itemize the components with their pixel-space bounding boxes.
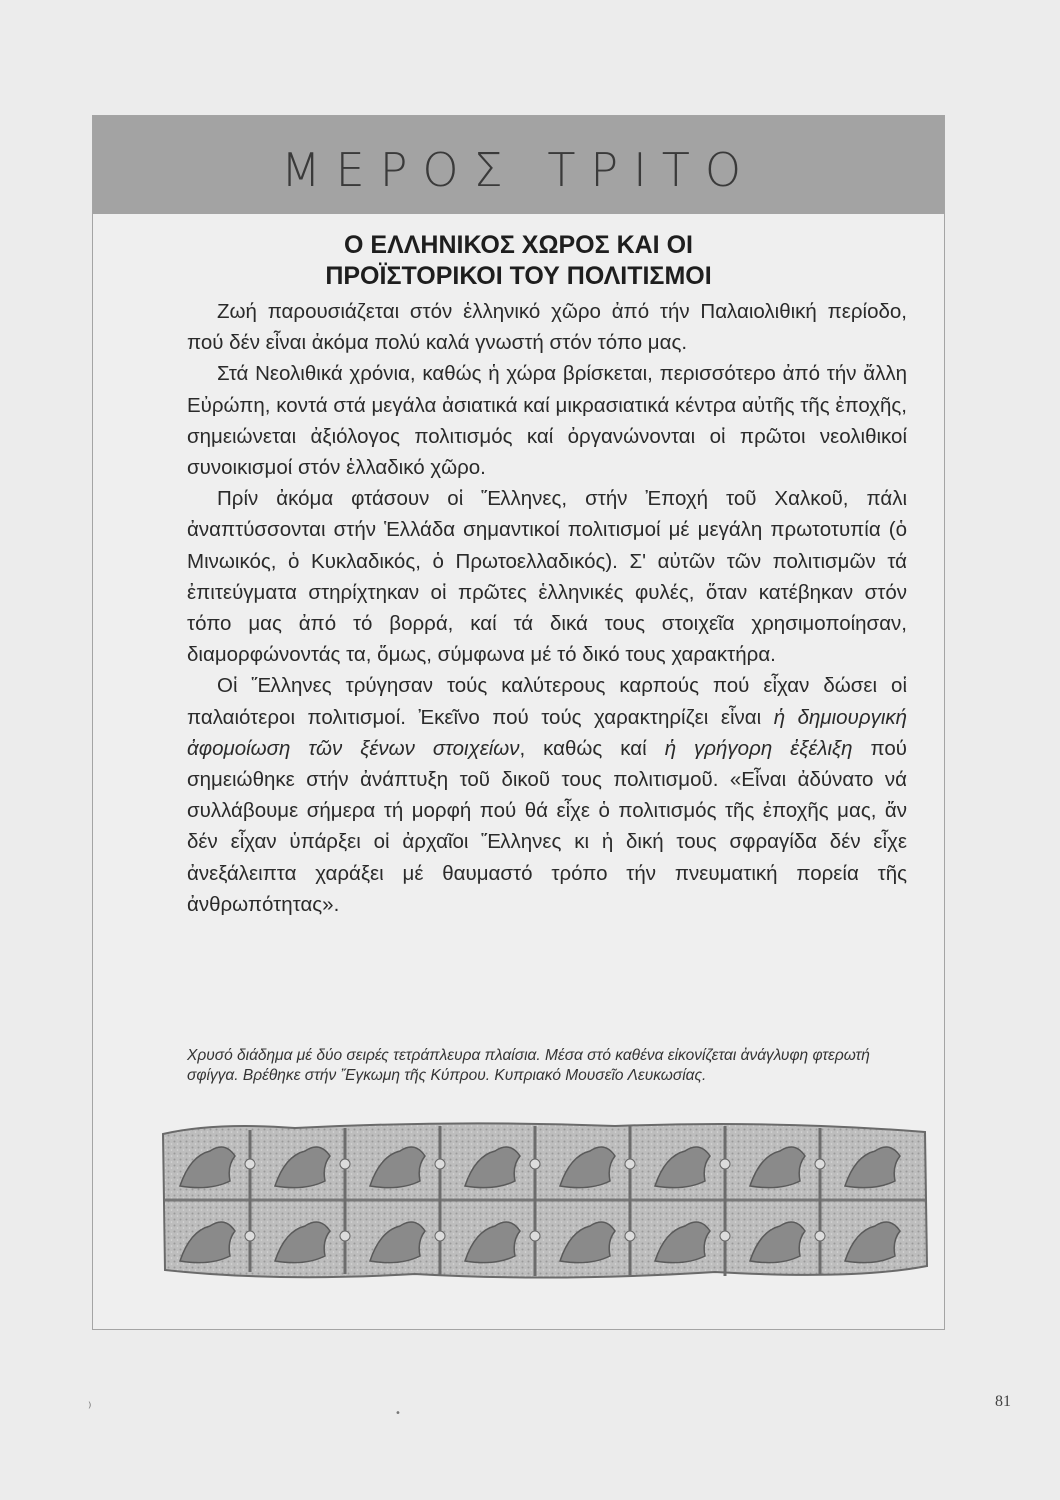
paragraph-3: Πρίν ἀκόμα φτάσουν οἱ Ἕλληνες, στήν Ἐποχή τοῦ Χαλκοῦ, πάλι ἀναπτύσσονται στήν Ἑλλάδα σημαντικοί πολιτισμοί μέ μεγάλη πρωτοτυπία (ὁ Μινωικός, ὁ Κυκλαδικός, ὁ Πρωτοελλαδικός). Σ' αὐτῶν τῶν πολιτισμῶν τά ἐπιτεύγματα στηρίχτηκαν οἱ πρῶτες ἑλληνικές φυλές, ὅταν κατέβηκαν στόν τόπο μας ἀπό τό βορρά, καί τά δικά τους στοιχεῖα χρησιμοποίησαν, διαμορφώνοντάς τα, ὅμως, σύμφωνα μέ τό δικό τους χαρακτήρα. — [187, 487, 907, 667]
paragraph-4-emphasis-1: ἡ δημιουργική ἀφομοίωση τῶν ξένων στοιχείων — [187, 705, 908, 760]
part-title: ΜΕΡΟΣ ΤΡΙΤΟ — [280, 143, 757, 197]
part-banner — [93, 116, 944, 214]
page-number: 81 — [995, 1393, 1011, 1410]
body-text — [187, 296, 907, 920]
page-frame — [92, 115, 945, 1330]
paragraph-4-part-b: , καθώς καί — [519, 736, 665, 760]
scan-artifact-mark: ⁾ — [88, 1400, 92, 1416]
chapter-title — [93, 230, 944, 292]
gold-diadem-image — [155, 1116, 933, 1286]
paragraph-1: Ζωή παρουσιάζεται στόν ἑλληνικό χῶρο ἀπό τήν Παλαιολιθική περίοδο, πού δέν εἶναι ἀκόμα πολύ καλά γνωστή στόν τόπο μας. — [187, 300, 907, 355]
paragraph-4-part-a: Οἱ Ἕλληνες τρύγησαν τούς καλύτερους καρπούς πού εἶχαν δώσει οἱ παλαιότεροι πολιτισμοί. Ἐκεῖνο πού τούς χαρακτηρίζει εἶναι — [187, 674, 907, 729]
scan-artifact-dot: • — [395, 1408, 401, 1419]
chapter-title-line-2: ΠΡΟΪΣΤΟΡΙΚΟΙ ΤΟΥ ΠΟΛΙΤΙΣΜΟΙ — [325, 262, 712, 290]
figure-caption: Χρυσό διάδημα μέ δύο σειρές τετράπλευρα πλαίσια. Μέσα στό καθένα εἰκονίζεται ἀνάγλυφη φτερωτή σφίγγα. Βρέθηκε στήν Ἔγκωμη τῆς Κύπρου. Κυπριακό Μουσεῖο Λευκωσίας. — [187, 1047, 870, 1084]
paragraph-4-emphasis-2: ἡ γρήγορη ἐξέλιξη — [664, 736, 853, 760]
chapter-title-line-1: Ο ΕΛΛΗΝΙΚΟΣ ΧΩΡΟΣ ΚΑΙ ΟΙ — [344, 231, 693, 259]
paragraph-4 — [187, 670, 907, 920]
paragraph-4-part-c: πού σημειώθηκε στήν ἀνάπτυξη τοῦ δικοῦ τους πολιτισμοῦ. «Εἶναι ἀδύνατο νά συλλάβουμε σήμερα τή μορφή πού θά εἶχε ὁ πολιτισμός τῆς ἐποχῆς μας, ἄν δέν εἶχαν ὑπάρξει οἱ ἀρχαῖοι Ἕλληνες κι ἡ δική τους σφραγίδα δέν εἶχε ἀνεξάλειπτα χαράξει μέ θαυμαστό τρόπο τήν πνευματική πορεία τῆς ἀνθρωπότητας». — [187, 736, 907, 916]
paragraph-2: Στά Νεολιθικά χρόνια, καθώς ἡ χώρα βρίσκεται, περισσότερο ἀπό τήν ἄλλη Εὐρώπη, κοντά στά μεγάλα ἀσιατικά καί μικρασιατικά κέντρα αὐτῆς τῆς ἐποχῆς, σημειώνεται ἀξιόλογος πολιτισμός καί ὀργανώνονται οἱ πρῶτοι νεολιθικοί συνοικισμοί στόν ἑλλαδικό χῶρο. — [187, 362, 907, 480]
